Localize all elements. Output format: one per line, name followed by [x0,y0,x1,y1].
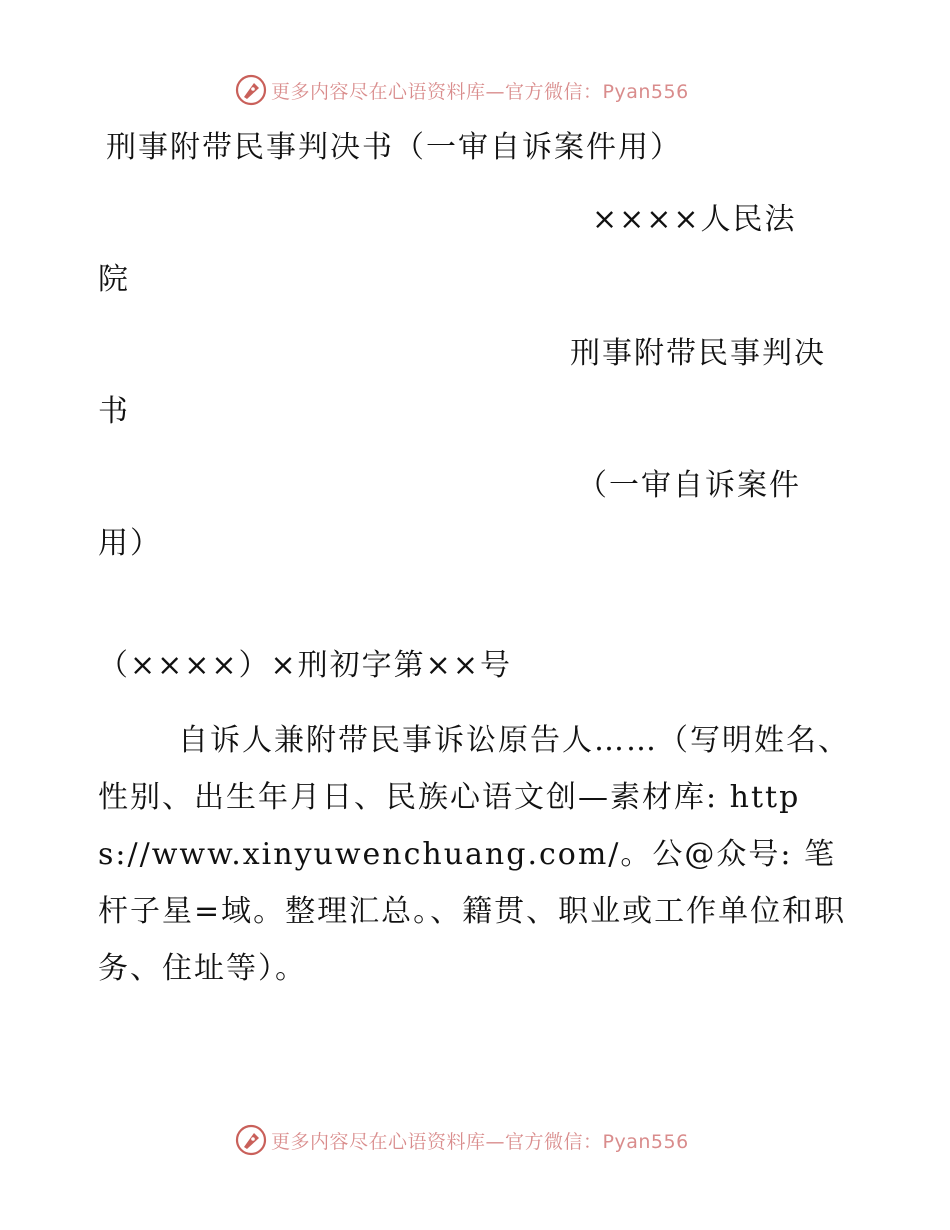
pen-nib-logo-icon [235,1124,267,1156]
watermark-footer [235,1122,689,1158]
case-number: （××××）×刑初字第××号 [98,648,512,683]
case-type-line2: 用） [98,526,162,561]
document-heading: 刑事附带民事判决书（一审自诉案件用） [106,130,682,165]
doc-type-line2: 书 [98,394,130,429]
court-name-line1: ××××人民法 [592,202,797,237]
watermark-text: 更多内容尽在心语资料库—官方微信：Pyan556 [271,80,689,103]
watermark-text: 更多内容尽在心语资料库—官方微信：Pyan556 [271,1130,689,1153]
doc-type-line1: 刑事附带民事判决 [570,336,826,371]
court-name-line2: 院 [98,262,130,297]
body-paragraph: 自诉人兼附带民事诉讼原告人……（写明姓名、性别、出生年月日、民族心语文创—素材库: https://www.xinyuwenchuang.com/。公@众号: 笔杆子星=域。整理汇总。、籍贯、职业或工作单位和职务、住址等）。 [98,723,850,986]
case-type-line1: （一审自诉案件 [577,468,801,503]
pen-nib-logo-icon [235,74,267,106]
watermark-header [235,72,689,108]
